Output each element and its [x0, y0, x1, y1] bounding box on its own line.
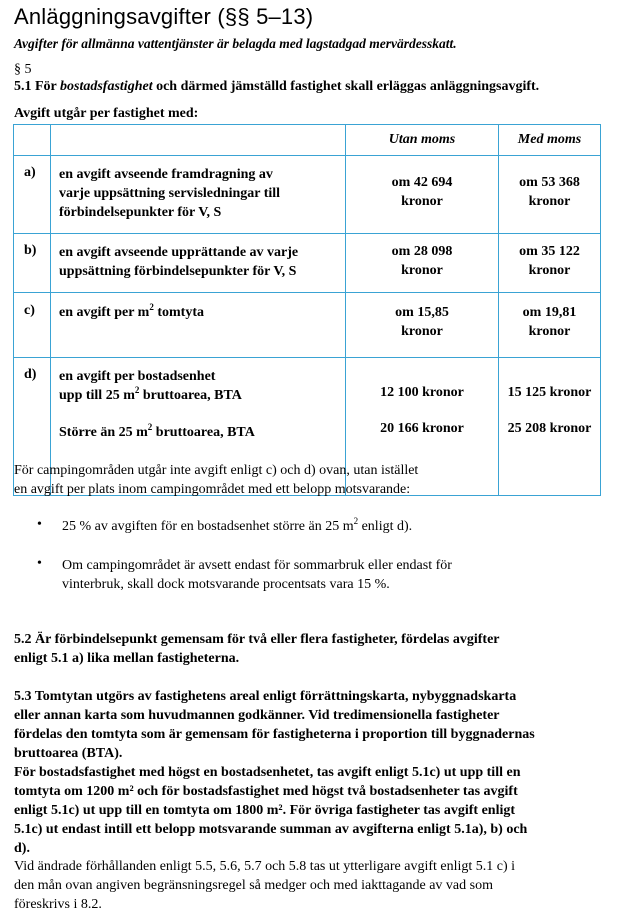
section-symbol: § 5	[14, 62, 32, 77]
row-description: en avgift per $m^2$ tomtyta	[51, 293, 346, 358]
amount-med-moms: om 53 368 kronor	[499, 156, 601, 234]
vat-note: Avgifter för allmänna vattentjänster är belagda med lagstadgad mervärdesskatt.	[14, 36, 457, 51]
amount-med-moms: om 19,81 kronor	[499, 293, 601, 358]
bullet-icon: •	[37, 556, 42, 571]
amount-med-moms: 15 125 kronor 25 208 kronor	[499, 358, 601, 496]
col-header-med-moms: Med moms	[499, 125, 601, 156]
row-description: en avgift avseende upprättande av varje uppsättning förbindelsepunkter för V, S	[51, 234, 346, 293]
table-row-b	[14, 234, 601, 293]
row-label: b)	[14, 234, 51, 293]
paragraph-5-3: 5.3 Tomtytan utgörs av fastighetens areal enligt förrättningskarta, nybyggnadskarta eller annan karta som huvudmannen godkänner. Vid tredimensionella fastigheter fördelas den tomtyta som är gemensam för fastigheterna i proportion till byggnadernas bruttoarea (BTA). För bostadsfastighet med högst en bostadsenhetet, tas avgift enligt 5.1c) ut upp till en tomtyta om 1200 m² och för bostadsfastighet med högst två bostadsenheter tas avgift enligt 5.1c) ut upp till en tomtyta om 1800 m². För övriga fastigheter tas avgift enligt 5.1c) ut endast intill ett belopp motsvarande summan av avgifterna enligt 5.1a), b) och d).	[14, 689, 535, 856]
camping-bullet-1: 25 % av avgiften för en bostadsenhet större än 25 $m^2$ enligt d).	[62, 516, 413, 534]
row-label: a)	[14, 156, 51, 234]
row-description: en avgift per bostadsenhet upp till 25 $m^2$ bruttoarea, BTA Större än 25 $m^2$ bruttoarea, BTA	[51, 358, 346, 496]
fee-table	[13, 124, 601, 496]
paragraph-5-1	[14, 79, 539, 95]
changed-conditions-paragraph: Vid ändrade förhållanden enligt 5.5, 5.6, 5.7 och 5.8 tas ut ytterligare avgift enligt 5.1 c) i den mån ovan angiven begränsningsregel så medger och med iakttagande av vad som föreskrivs i 8.2.	[14, 859, 516, 912]
p51-prefix: 5.1 För	[14, 79, 61, 94]
camping-paragraph: För campingområden utgår inte avgift enligt c) och d) ovan, utan istället en avgift per plats inom campingområdet med ett belopp motsvarande:	[14, 463, 419, 497]
row-label: c)	[14, 293, 51, 358]
table-row-a	[14, 156, 601, 234]
row-label: d)	[14, 358, 51, 496]
table-heading: Avgift utgår per fastighet med:	[14, 106, 199, 121]
col-header-utan-moms: Utan moms	[346, 125, 499, 156]
table-row-c	[14, 293, 601, 358]
amount-utan-moms: om 28 098 kronor	[346, 234, 499, 293]
amount-med-moms: om 35 122 kronor	[499, 234, 601, 293]
camping-bullet-2: Om campingområdet är avsett endast för sommarbruk eller endast för vinterbruk, skall dock motsvarande procentsats vara 15 %.	[62, 558, 452, 592]
p51-italic: bostadsfastighet	[60, 79, 153, 94]
amount-utan-moms: om 15,85 kronor	[346, 293, 499, 358]
table-header-row	[14, 125, 601, 156]
amount-utan-moms: 12 100 kronor 20 166 kronor	[346, 358, 499, 496]
amount-utan-moms: om 42 694 kronor	[346, 156, 499, 234]
page-title: Anläggningsavgifter (§§ 5–13)	[14, 4, 314, 29]
paragraph-5-2: 5.2 Är förbindelsepunkt gemensam för två eller flera fastigheter, fördelas avgifter enligt 5.1 a) lika mellan fastigheterna.	[14, 632, 500, 666]
row-description: en avgift avseende framdragning av varje uppsättning servisledningar till förbindelsepunkter för V, S	[51, 156, 346, 234]
bullet-icon: •	[37, 517, 42, 532]
p51-suffix: och därmed jämställd fastighet skall erläggas anläggningsavgift.	[152, 79, 540, 94]
